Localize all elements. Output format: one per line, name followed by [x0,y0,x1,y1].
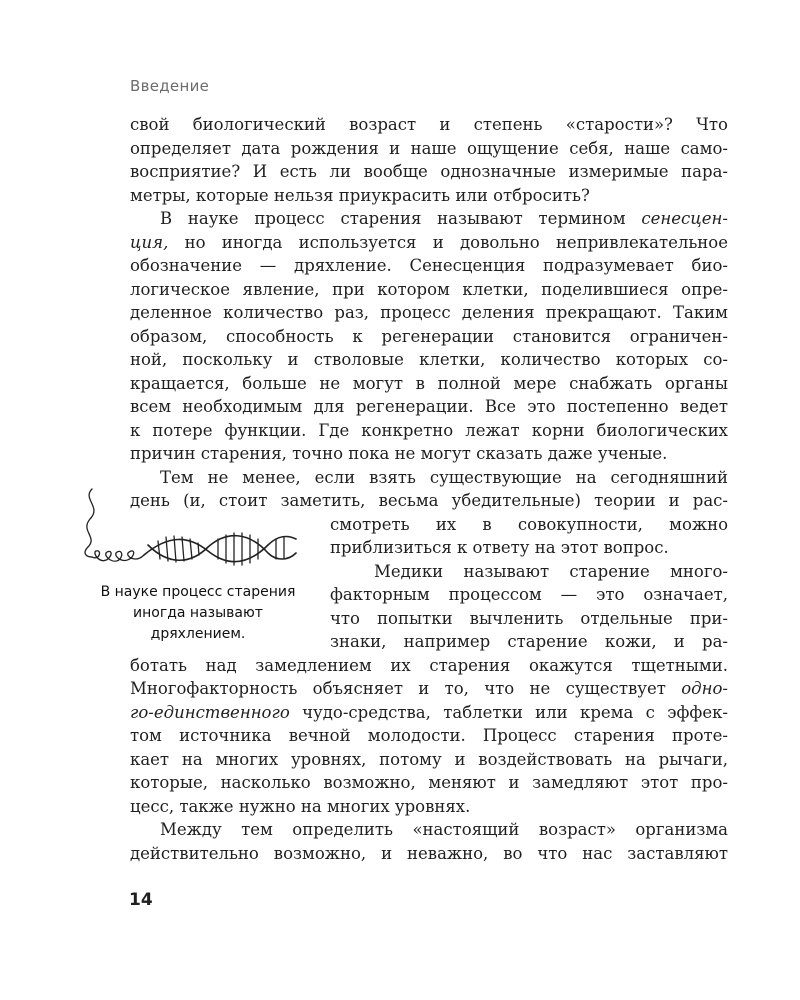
text-line: факторным процессом — это означает, [330,585,728,604]
text-line: восприятие? И есть ли вообще однозначные измеримые пара- [130,162,728,181]
text-line: смотреть их в совокупности, можно [330,514,728,534]
text-line: Многофакторность объясняет и то, что не существует одно- [130,679,728,698]
text-line: всем необходимым для регенерации. Все это постепенно ведет [130,397,728,416]
italic-term: сенесцен- [641,209,728,228]
text-line: свой биологический возраст и степень «старости»? Что [130,115,728,134]
text-line: что попытки вычленить отдельные при- [330,608,728,628]
illustration-caption [92,582,304,645]
caption-line: дряхлением. [150,626,246,642]
italic-term: одно- [681,679,728,698]
caption-line: иногда называют [133,605,263,621]
dna-helix-icon [78,487,300,577]
text-line: В науке процесс старения называют термином сенесцен- [160,209,728,228]
text-line: го-единственного чудо-средства, таблетки или крема с эффек- [130,702,728,722]
text-line: определяет дата рождения и наше ощущение себя, наше само- [130,138,728,158]
italic-term: го-единственного [130,702,290,722]
text-line: образом, способность к регенерации становится ограничен- [130,326,728,346]
italic-term: ция, [130,232,169,252]
page-number: 14 [129,890,153,910]
text-line: знаки, например старение кожи, и ра- [330,632,728,651]
text-line: деленное количество раз, процесс деления прекращают. Таким [130,303,728,322]
text-line: Медики называют старение много- [374,561,728,581]
text-line: день (и, стоит заметить, весьма убедительные) теории и рас- [130,491,728,510]
running-header: Введение [130,77,210,95]
caption-line: В науке процесс старения [100,584,296,600]
text-line: кращается, больше не могут в полной мере снабжать органы [130,373,728,393]
text-line: логическое явление, при котором клетки, поделившиеся опре- [130,279,728,299]
text-line: действительно возможно, и неважно, во что нас заставляют [130,843,728,863]
text-line: ной, поскольку и стволовые клетки, количество которых со- [130,350,728,369]
text-line: цесс, также нужно на многих уровнях. [130,796,471,816]
text-line: ботать над замедлением их старения окажутся тщетными. [130,655,728,675]
text-line: метры, которые нельзя приукрасить или отбросить? [130,185,590,205]
text-line: к потере функции. Где конкретно лежат корни биологических [130,420,728,440]
text-line: ция, но иногда используется и довольно непривлекательное [130,232,728,252]
text-line: приблизиться к ответу на этот вопрос. [330,538,669,557]
text-line: Тем не менее, если взять существующие на сегодняшний [160,467,728,487]
text-line: кает на многих уровнях, потому и воздействовать на рычаги, [130,749,728,769]
text-line: причин старения, точно пока не могут сказать даже ученые. [130,444,668,463]
text-line: том источника вечной молодости. Процесс старения проте- [130,726,728,745]
text-line: обозначение — дряхление. Сенесценция подразумевает био- [130,256,728,275]
text-line: Между тем определить «настоящий возраст» организма [160,820,728,839]
text-line: которые, насколько возможно, меняют и замедляют этот про- [130,773,728,792]
